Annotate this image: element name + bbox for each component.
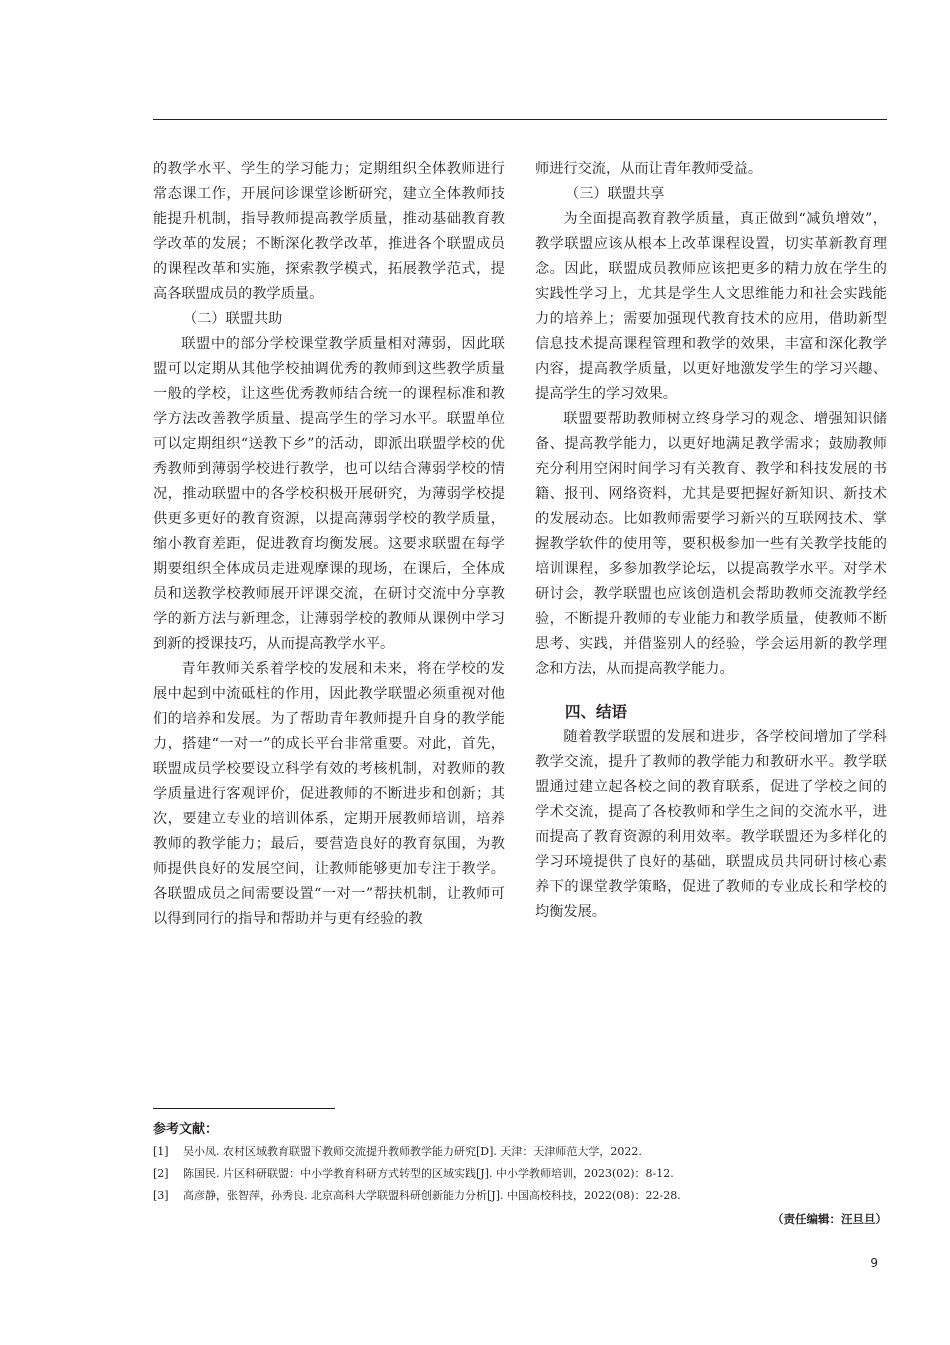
right-column (535, 157, 887, 925)
reference-number: [2] (153, 1167, 169, 1180)
reference-item (153, 1144, 887, 1159)
paragraph: 青年教师关系着学校的发展和未来，将在学校的发展中起到中流砥柱的作用，因此教学联盟必须重视对他们的培养和发展。为了帮助青年教师提升自身的教学能力，搭建“一对一”的成长平台非常重要。对此，首先，联盟成员学校要设立科学有效的考核机制，对教师的教学质量进行客观评价，促进教师的不断进步和创新；其次，要建立专业的培训体系，定期开展教师培训，培养教师的教学能力；最后，要营造良好的教育氛围，为教师提供良好的发展空间，让教师能够更加专注于教学。各联盟成员之间需要设置“一对一”帮扶机制，让教师可以得到同行的指导和帮助并与更有经验的教 (153, 661, 505, 927)
paragraph: 联盟中的部分学校课堂教学质量相对薄弱，因此联盟可以定期从其他学校抽调优秀的教师到这些教学质量一般的学校，让这些优秀教师结合统一的课程标准和教学方法改善教学质量、提高学生的学习水平。联盟单位可以定期组织“送教下乡”的活动，即派出联盟学校的优秀教师到薄弱学校进行教学，也可以结合薄弱学校的情况，推动联盟中的各学校积极开展研究，为薄弱学校提供更多更好的教育资源，以提高薄弱学校的教学质量，缩小教育差距，促进教育均衡发展。这要求联盟在每学期要组织全体成员走进观摩课的现场，在课后，全体成员和送教学校教师展开评课交流，在研讨交流中分享教学的新方法与新理念，让薄弱学校的教师从课例中学习到新的授课技巧，从而提高教学水平。 (153, 336, 505, 652)
reference-text: 吴小凤. 农村区域教育联盟下教师交流提升教师教学能力研究[D]. 天津：天津师范大学，2022. (183, 1145, 642, 1158)
reference-item (153, 1166, 887, 1181)
page-number: 9 (870, 1256, 878, 1270)
section-heading-alliance-share: （三）联盟共享 (565, 186, 665, 202)
paragraph: 随着教学联盟的发展和进步，各学校间增加了学科教学交流，提升了教师的教学能力和教研水平。教学联盟通过建立起各校之间的教育联系，促进了学校之间的学术交流，提高了各校教师和学生之间的交流水平，进而提高了教育资源的利用效率。教学联盟还为多样化的学习环境提供了良好的基础，联盟成员共同研讨核心素养下的课堂教学策略，促进了教师的专业成长和学校的均衡发展。 (535, 729, 887, 920)
paragraph: 联盟要帮助教师树立终身学习的观念、增强知识储备、提高教学能力，以更好地满足教学需求；鼓励教师充分利用空闲时间学习有关教育、教学和科技发展的书籍、报刊、网络资料，尤其是要把握好新知识、新技术的发展动态。比如教师需要学习新兴的互联网技术、掌握教学软件的使用等，要积极参加一些有关教学技能的培训课程，多参加教学论坛，以提高教学水平。对学术研讨会，教学联盟也应该创造机会帮助教师交流教学经验，不断提升教师的专业能力和教学质量，使教师不断思考、实践，并借鉴别人的经验，学会运用新的教学理念和方法，从而提高教学能力。 (535, 411, 887, 677)
references-title: 参考文献： (153, 1122, 219, 1137)
left-column (153, 157, 505, 932)
header-rule (153, 119, 887, 120)
reference-text: 高彦静，张智萍，孙秀良. 北京高科大学联盟科研创新能力分析[J]. 中国高校科技，2022(08)：22-28. (183, 1189, 681, 1202)
paragraph: 的教学水平、学生的学习能力；定期组织全体教师进行常态课工作，开展问诊课堂诊断研究，建立全体教师技能提升机制，指导教师提高教学质量，推动基础教育教学改革的发展；不断深化教学改革，推进各个联盟成员的课程改革和实施，探索教学模式，拓展教学范式，提高各联盟成员的教学质量。 (153, 161, 505, 302)
section-heading-alliance-help: （二）联盟共助 (183, 311, 283, 327)
paragraph: 为全面提高教育教学质量，真正做到“减负增效”，教学联盟应该从根本上改革课程设置，切实革新教育理念。因此，联盟成员教师应该把更多的精力放在学生的实践性学习上，尤其是学生人文思维能力和社会实践能力的培养上；需要加强现代教育技术的应用，借助新型信息技术提高课程管理和教学的效果，丰富和深化教学内容，提高教学质量，以更好地激发学生的学习兴趣、提高学生的学习效果。 (535, 211, 887, 402)
editor-note: （责任编辑：汪旦旦） (772, 1212, 887, 1226)
reference-number: [3] (153, 1189, 169, 1202)
references (153, 1108, 887, 1210)
reference-number: [1] (153, 1145, 169, 1158)
reference-item (153, 1188, 887, 1203)
reference-text: 陈国民. 片区科研联盟：中小学教育科研方式转型的区域实践[J]. 中小学教师培训，2023(02)：8-12. (183, 1167, 674, 1180)
section-heading-conclusion: 四、结语 (565, 703, 628, 721)
references-rule (153, 1108, 335, 1109)
paragraph: 师进行交流，从而让青年教师受益。 (535, 161, 763, 177)
